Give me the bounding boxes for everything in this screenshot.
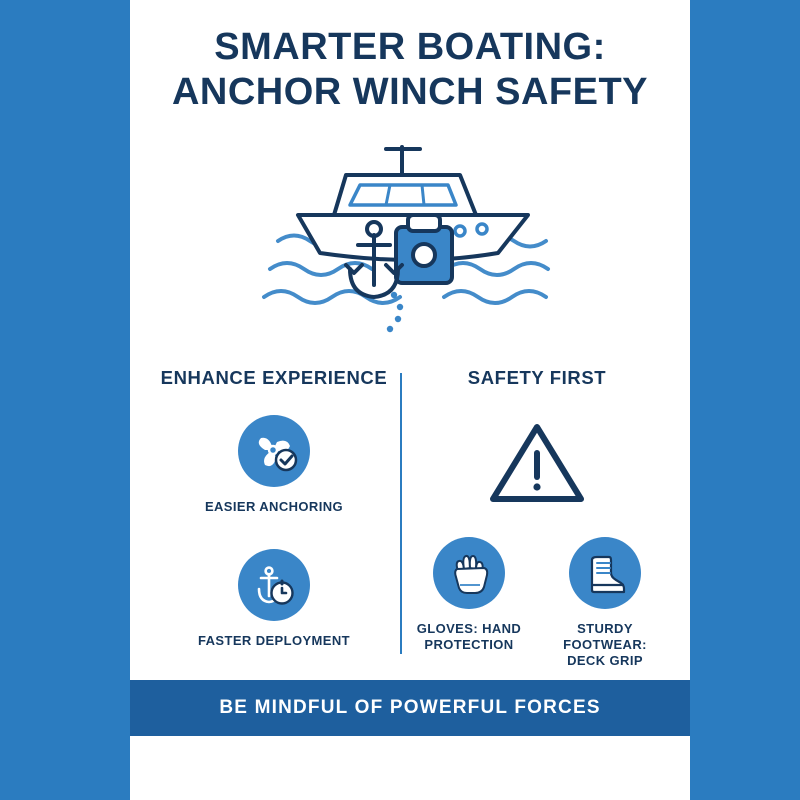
- poster-card: [130, 0, 690, 800]
- column-heading-left: ENHANCE EXPERIENCE: [160, 366, 388, 388]
- title-line-1: SMARTER BOATING:: [214, 26, 606, 68]
- page-title: [130, 0, 690, 115]
- benefits-columns: [130, 349, 690, 680]
- item-label-footwear: STURDY FOOTWEAR: DECK GRIP: [563, 620, 647, 669]
- ppe-row: [410, 537, 664, 670]
- item-label-gloves: GLOVES: HAND PROTECTION: [416, 620, 522, 652]
- title-line-2: ANCHOR WINCH SAFETY: [171, 70, 649, 113]
- warning-wrap: [485, 415, 589, 511]
- footer-banner: [130, 680, 690, 736]
- footer-text: BE MINDFUL OF POWERFUL FORCES: [219, 697, 601, 718]
- hero-illustration: [130, 119, 690, 349]
- safety-gloves-icon: [445, 549, 493, 597]
- item-faster-deployment: [198, 549, 350, 649]
- gloves-badge: [433, 537, 505, 609]
- item-footwear: [546, 537, 664, 670]
- column-heading-right: SAFETY FIRST: [467, 366, 607, 388]
- column-safety-first: [402, 367, 672, 680]
- item-gloves: [410, 537, 528, 670]
- boot-badge: [569, 537, 641, 609]
- item-label-easier-anchoring: EASIER ANCHORING: [204, 498, 344, 514]
- item-easier-anchoring: [205, 415, 343, 515]
- safety-boot-icon: [581, 549, 629, 597]
- column-enhance-experience: [148, 367, 400, 680]
- anchor-stopwatch-icon: [249, 560, 299, 610]
- anchor-stopwatch-badge: [238, 549, 310, 621]
- propeller-check-icon: [249, 426, 299, 476]
- warning-triangle-exclamation-icon: [485, 417, 589, 509]
- propeller-check-badge: [238, 415, 310, 487]
- boat-with-anchor-winch-icon: [250, 119, 570, 339]
- item-label-faster-deployment: FASTER DEPLOYMENT: [198, 632, 350, 648]
